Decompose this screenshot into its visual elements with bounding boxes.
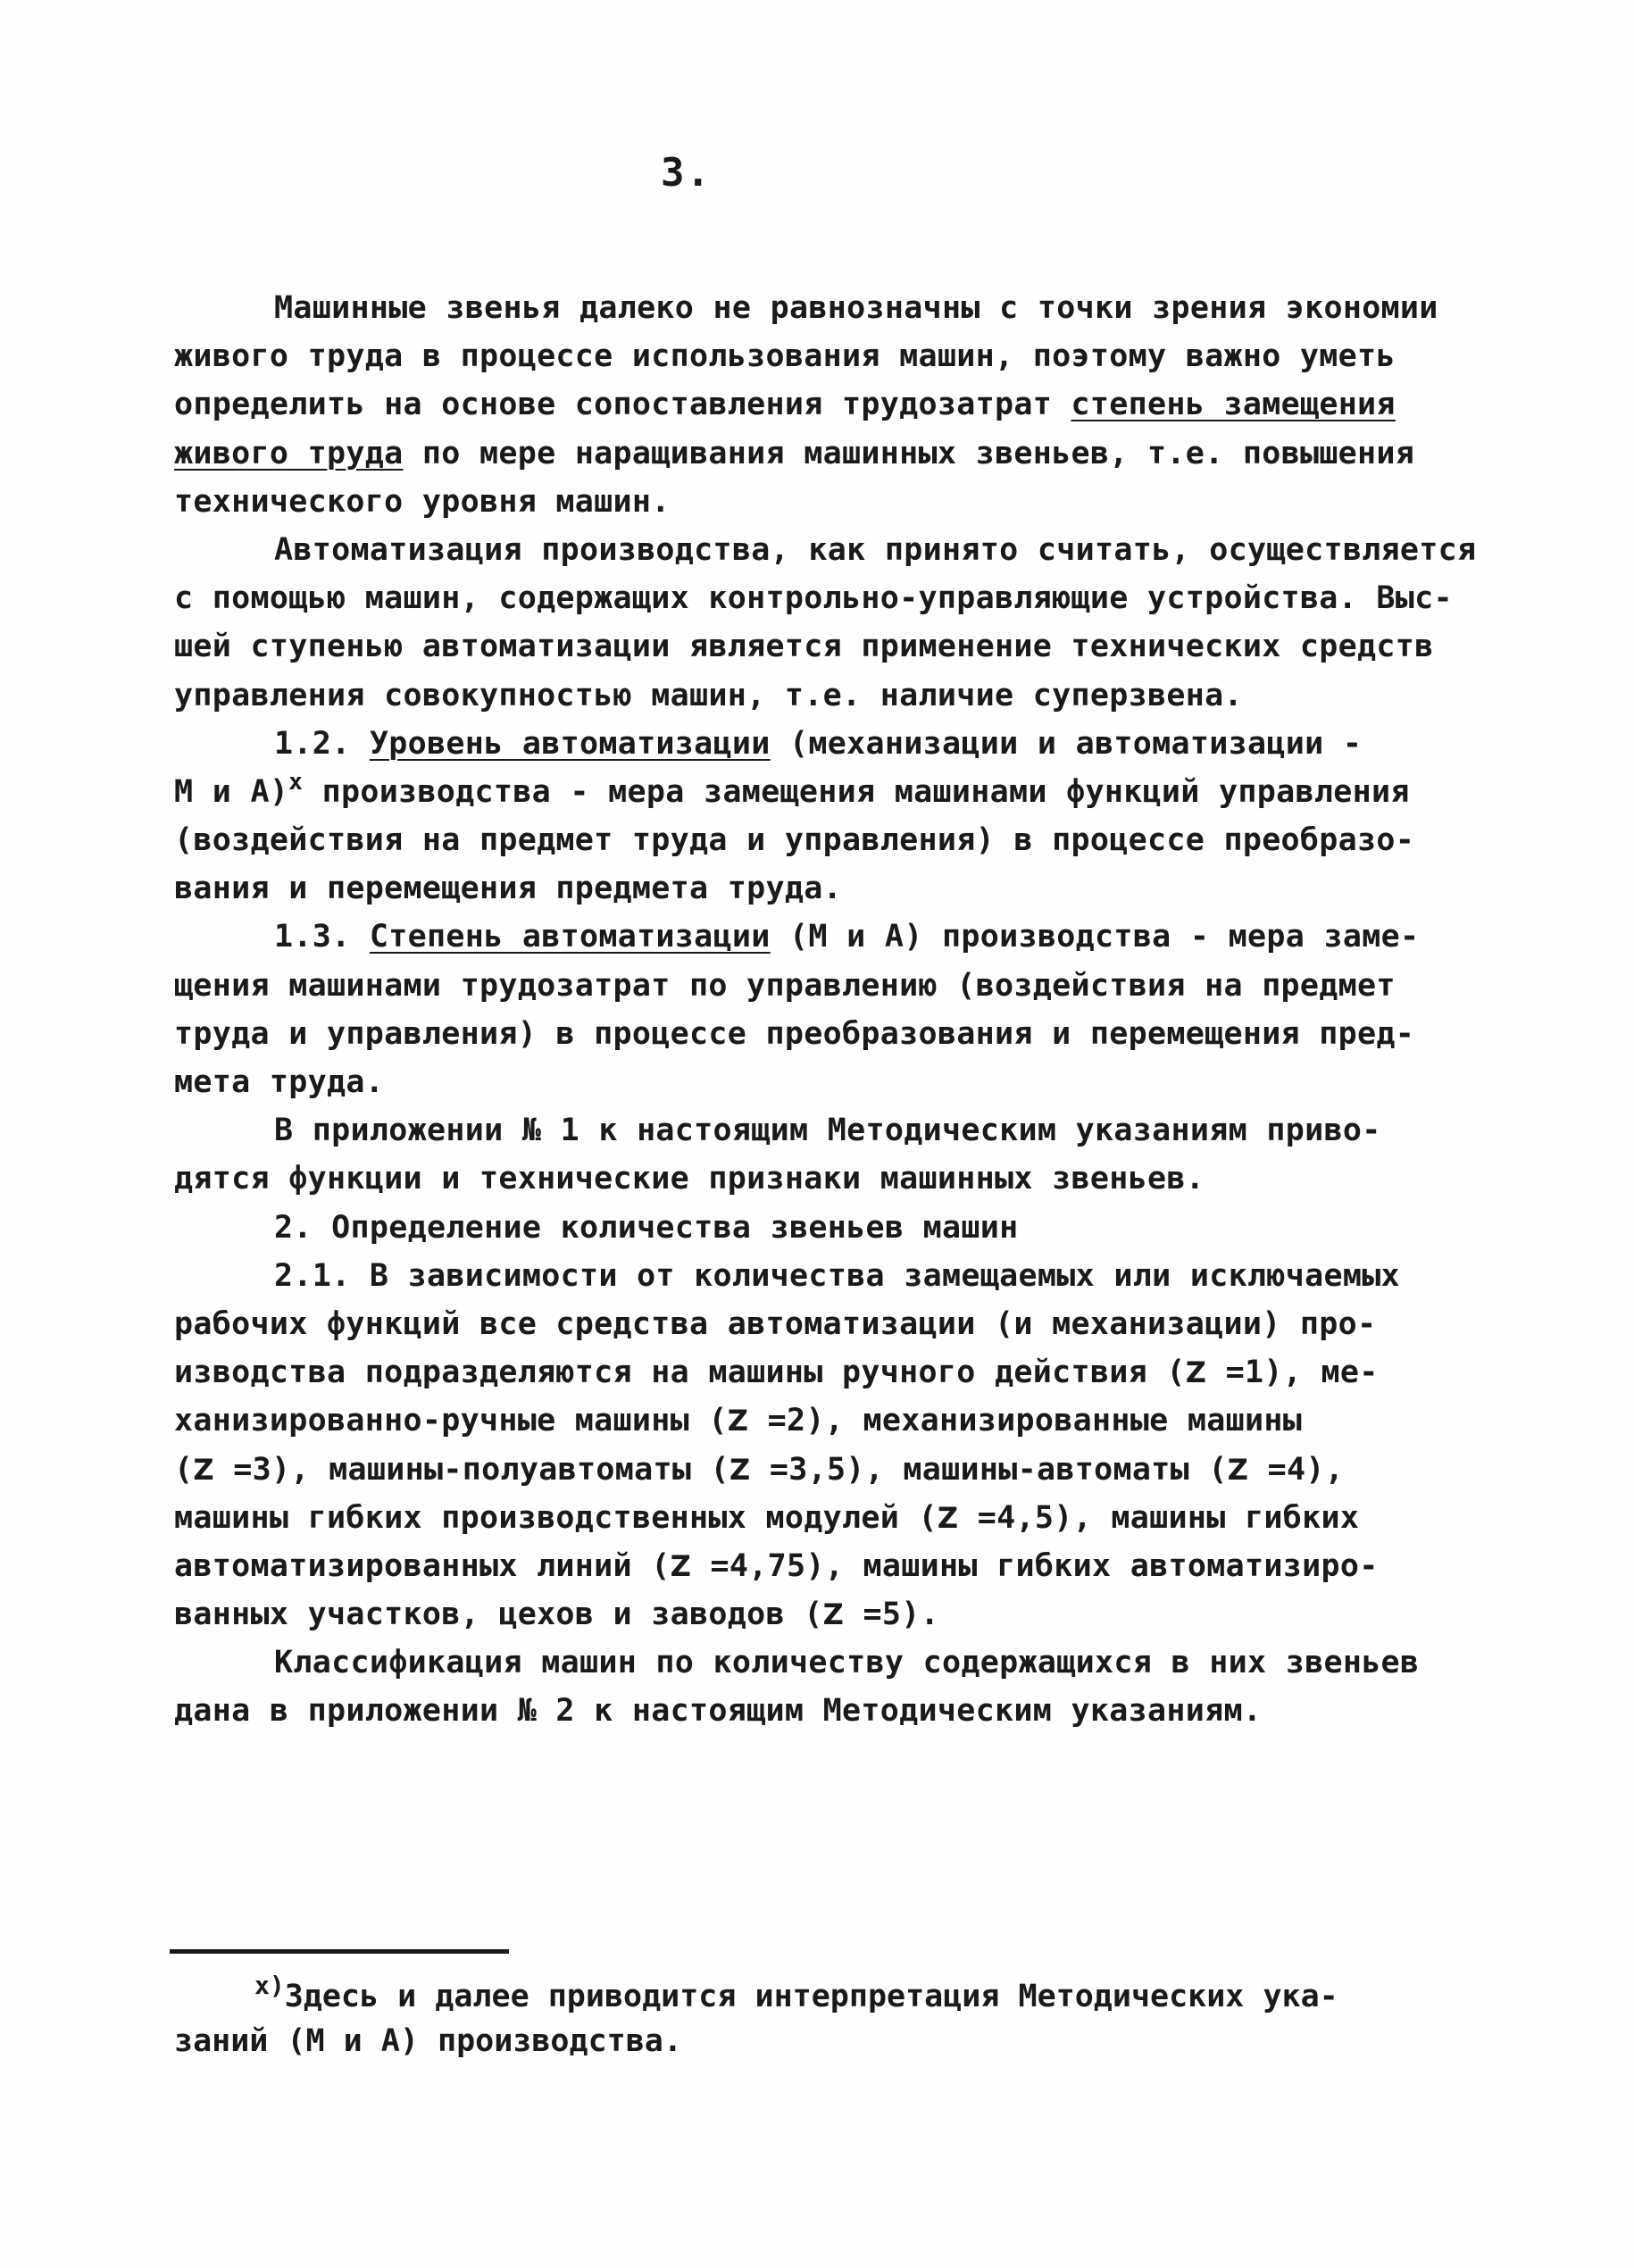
text-line: управления совокупностью машин, т.е. наличие суперзвена.: [174, 677, 1243, 713]
text-line: В приложении № 1 к настоящим Методическим указаниям приво-: [274, 1113, 1381, 1149]
text-line: Машинные звенья далеко не равнозначны с точки зрения экономии: [274, 290, 1438, 326]
text-fragment: ванных участков, цехов и заводов (: [174, 1597, 823, 1633]
z-symbol: Z: [729, 1452, 751, 1487]
body-text: [174, 284, 1496, 1736]
text-line: вания и перемещения предмета труда.: [174, 871, 843, 907]
underlined-term: Степень автоматизации: [369, 919, 771, 955]
section-heading: 2. Определение количества звеньев машин: [274, 1209, 1019, 1246]
text-line: технического уровня машин.: [174, 483, 671, 520]
text-line: [174, 768, 1496, 816]
text-fragment: изводства подразделяются на машины ручного действия (: [174, 1355, 1186, 1391]
footnote-line: заний (М и А) производства.: [174, 2023, 682, 2059]
text-line: живого труда в процессе использования машин, поэтому важно уметь: [174, 338, 1396, 375]
text-fragment: (: [174, 1451, 194, 1488]
underlined-term: степень замещения: [1071, 387, 1396, 423]
text-line: (воздействия на предмет труда и управления) в процессе преобразо-: [174, 822, 1415, 859]
text-line: щения машинами трудозатрат по управлению (воздействия на предмет: [174, 967, 1396, 1004]
text-fragment: (механизации и автоматизации -: [770, 725, 1363, 762]
text-line: [174, 380, 1496, 429]
text-line: с помощью машин, содержащих контрольно-управляющие устройства. Выс-: [174, 580, 1453, 617]
text-line: мета труда.: [174, 1064, 385, 1100]
text-fragment: =5).: [844, 1597, 940, 1633]
footnote-mark: x): [254, 1971, 285, 2000]
text-fragment: ханизированно-ручные машины (: [174, 1403, 728, 1439]
clause-number: 1.2.: [274, 725, 370, 762]
text-line: [174, 720, 1496, 768]
text-fragment: (М и А) производства - мера заме-: [770, 919, 1420, 955]
text-fragment: =4,5), машины гибких: [958, 1499, 1360, 1536]
text-fragment: машины гибких производственных модулей (: [174, 1499, 938, 1536]
text-line: [174, 913, 1496, 961]
text-fragment: автоматизированных линий (: [174, 1547, 671, 1584]
footnote-text: Здесь и далее приводится интерпретация Методических ука-: [284, 1979, 1338, 2014]
z-symbol: Z: [1185, 1355, 1207, 1390]
text-fragment: производства - мера замещения машинами функций управления: [303, 773, 1410, 810]
z-symbol: Z: [937, 1500, 959, 1535]
page-number: 3.: [661, 150, 712, 196]
text-line: дана в приложении № 2 к настоящим Методическим указаниям.: [174, 1693, 1263, 1730]
underlined-term: живого труда: [174, 435, 404, 471]
footnote-divider: [170, 1949, 509, 1954]
z-symbol: Z: [193, 1452, 214, 1487]
text-fragment: =1), ме-: [1206, 1355, 1379, 1391]
text-fragment: =2), механизированные машины: [748, 1403, 1303, 1439]
text-line: дятся функции и технические признаки машинных звеньев.: [174, 1161, 1205, 1197]
text-line: шей ступенью автоматизации является применение технических средств: [174, 629, 1434, 665]
text-line: [174, 1348, 1496, 1397]
text-line: [174, 429, 1496, 478]
text-fragment: =4),: [1248, 1451, 1345, 1488]
text-line: Автоматизация производства, как принято считать, осуществляется: [274, 531, 1477, 568]
text-line: [174, 1397, 1496, 1445]
footnote-line: [174, 1971, 1496, 2020]
text-fragment: определить на основе сопоставления трудозатрат: [174, 387, 1071, 423]
text-line: рабочих функций все средства автоматизации (и механизации) про-: [174, 1305, 1377, 1342]
text-line: Классификация машин по количеству содержащихся в них звеньев: [274, 1645, 1420, 1681]
z-symbol: Z: [1227, 1452, 1249, 1487]
z-symbol: Z: [670, 1548, 692, 1583]
text-line: труда и управления) в процессе преобразования и перемещения пред-: [174, 1015, 1415, 1052]
text-line: [174, 1494, 1496, 1542]
text-line: 2.1. В зависимости от количества замещаемых или исключаемых: [274, 1257, 1400, 1294]
text-fragment: =3), машины-полуавтоматы (: [213, 1451, 729, 1488]
underlined-term: Уровень автоматизации: [369, 725, 771, 762]
text-line: [174, 1590, 1496, 1638]
footnote: [174, 1971, 1496, 2064]
text-fragment: по мере наращивания машинных звеньев, т.е. повышения: [403, 435, 1415, 471]
text-line: [174, 1542, 1496, 1590]
text-fragment: =4,75), машины гибких автоматизиро-: [691, 1547, 1379, 1584]
footnote-reference: x: [288, 768, 304, 796]
clause-number: 1.3.: [274, 919, 370, 955]
text-fragment: =3,5), машины-автоматы (: [750, 1451, 1228, 1488]
text-fragment: М и А): [174, 773, 289, 810]
z-symbol: Z: [822, 1597, 845, 1632]
text-line: [174, 1446, 1496, 1494]
z-symbol: Z: [727, 1404, 749, 1438]
